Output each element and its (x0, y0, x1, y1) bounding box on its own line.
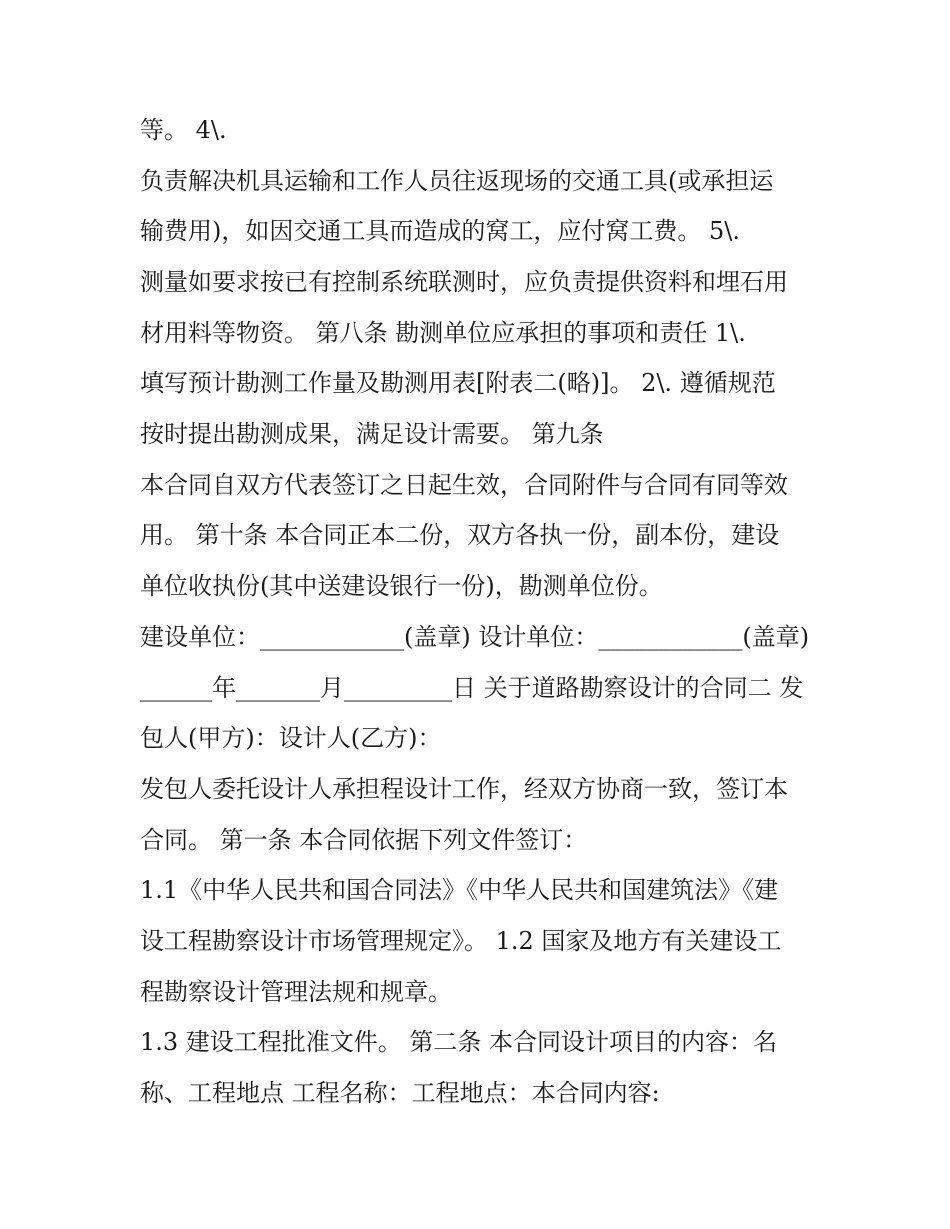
text-line: 按时提出勘测成果，满足设计需要。 第九条 (140, 420, 604, 448)
text-line: 等。 4\. (140, 116, 227, 144)
text-line: 发包人委托设计人承担程设计工作，经双方协商一致，签订本 (140, 775, 788, 803)
text-line: 填写预计勘测工作量及勘测用表[附表二(略)]。 2\. 遵循规范 (140, 369, 776, 397)
text-line: 称、工程地点 工程名称：工程地点：本合同内容: (140, 1079, 660, 1107)
text-line: 本合同自双方代表签订之日起生效，合同附件与合同有同等效 (140, 471, 788, 499)
date-line: ______年_______月_________日 关于道路勘察设计的合同二 发 (140, 674, 804, 702)
text-line: 包人(甲方)：设计人(乙方)： (140, 724, 442, 752)
text-line: 输费用)，如因交通工具而造成的窝工，应付窝工费。 5\. (140, 217, 740, 245)
text-line: 材用料等物资。 第八条 勘测单位应承担的事项和责任 1\. (140, 319, 746, 347)
text-line: 单位收执份(其中送建设银行一份)，勘测单位份。 (140, 572, 663, 600)
signature-line: 建设单位：____________(盖章) 设计单位：____________(盖章) (140, 623, 810, 651)
text-line: 程勘察设计管理法规和规章。 (140, 978, 452, 1006)
text-line: 负责解决机具运输和工作人员往返现场的交通工具(或承担运 (140, 167, 774, 195)
text-line: 设工程勘察设计市场管理规定》。 1.2 国家及地方有关建设工 (140, 927, 782, 955)
text-line: 1.1《中华人民共和国合同法》《中华人民共和国建筑法》《建 (140, 876, 779, 904)
text-line: 合同。 第一条 本合同依据下列文件签订： (140, 826, 588, 854)
text-line: 测量如要求按已有控制系统联测时，应负责提供资料和埋石用 (140, 268, 788, 296)
text-line: 用。 第十条 本合同正本二份，双方各执一份，副本份，建设 (140, 521, 780, 549)
text-line: 1.3 建设工程批准文件。 第二条 本合同设计项目的内容：名 (140, 1028, 778, 1056)
